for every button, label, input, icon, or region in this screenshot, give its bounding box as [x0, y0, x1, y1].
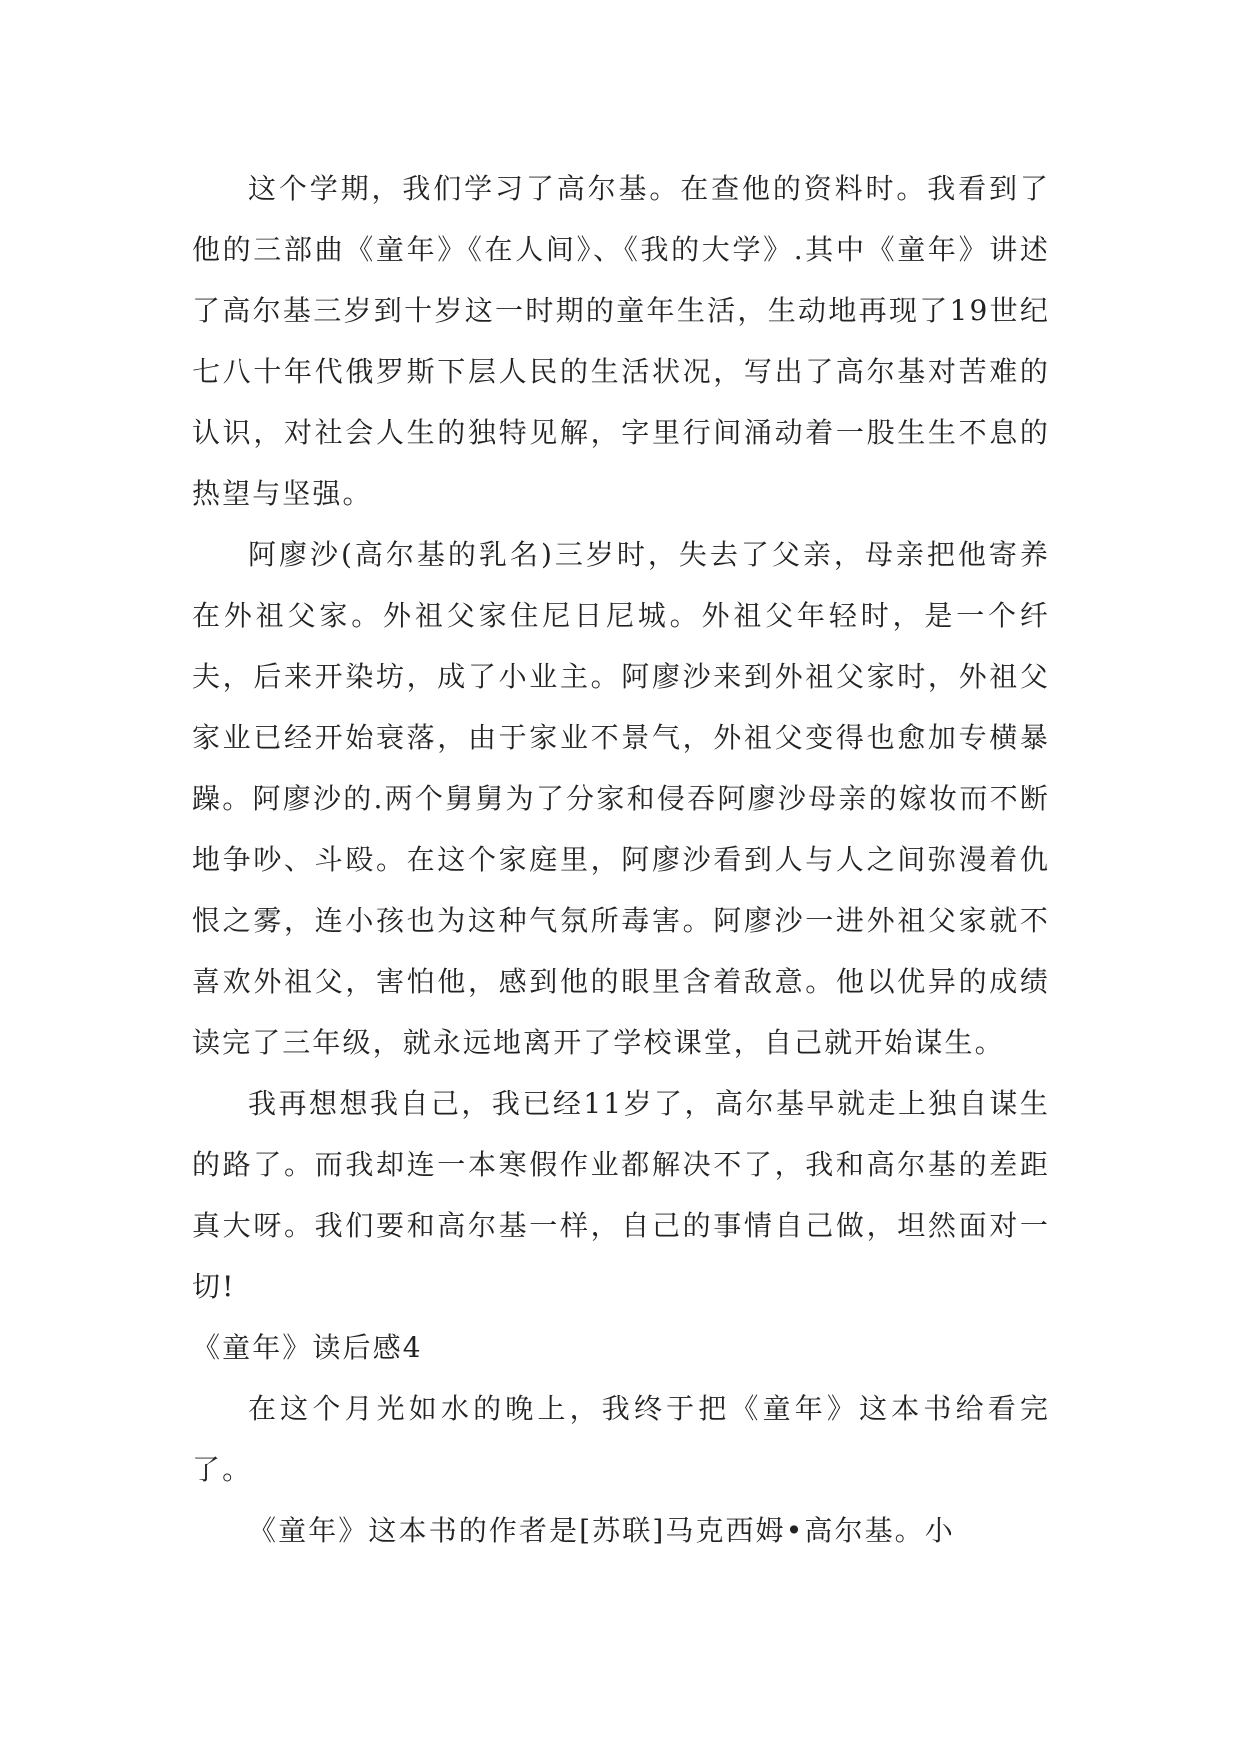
body-paragraph: 阿廖沙(高尔基的乳名)三岁时，失去了父亲，母亲把他寄养在外祖父家。外祖父家住尼日尼城。外祖父年轻时，是一个纤夫，后来开染坊，成了小业主。阿廖沙来到外祖父家时，外祖父家业已经开始衰落，由于家业不景气，外祖父变得也愈加专横暴躁。阿廖沙的.两个舅舅为了分家和侵吞阿廖沙母亲的嫁妆而不断地争吵、斗殴。在这个家庭里，阿廖沙看到人与人之间弥漫着仇恨之雾，连小孩也为这种气氛所毒害。阿廖沙一进外祖父家就不喜欢外祖父，害怕他，感到他的眼里含着敌意。他以优异的成绩读完了三年级，就永远地离开了学校课堂，自己就开始谋生。: [192, 538, 1050, 1059]
section-title: 《童年》读后感4: [192, 1331, 423, 1364]
body-paragraph: 这个学期，我们学习了高尔基。在查他的资料时。我看到了他的三部曲《童年》《在人间》、《我的大学》.其中《童年》讲述了高尔基三岁到十岁这一时期的童年生活，生动地再现了19世纪七八十年代俄罗斯下层人民的生活状况，写出了高尔基对苦难的认识，对社会人生的独特见解，字里行间涌动着一股生生不息的热望与坚强。: [192, 172, 1050, 510]
body-paragraph: 《童年》这本书的作者是[苏联]马克西姆•高尔基。小: [248, 1514, 955, 1547]
body-paragraph: 在这个月光如水的晚上，我终于把《童年》这本书给看完了。: [192, 1392, 1050, 1486]
document-body: [192, 158, 1050, 1561]
body-paragraph: 我再想想我自己，我已经11岁了，高尔基早就走上独自谋生的路了。而我却连一本寒假作业都解决不了，我和高尔基的差距真大呀。我们要和高尔基一样，自己的事情自己做，坦然面对一切!: [192, 1087, 1050, 1303]
